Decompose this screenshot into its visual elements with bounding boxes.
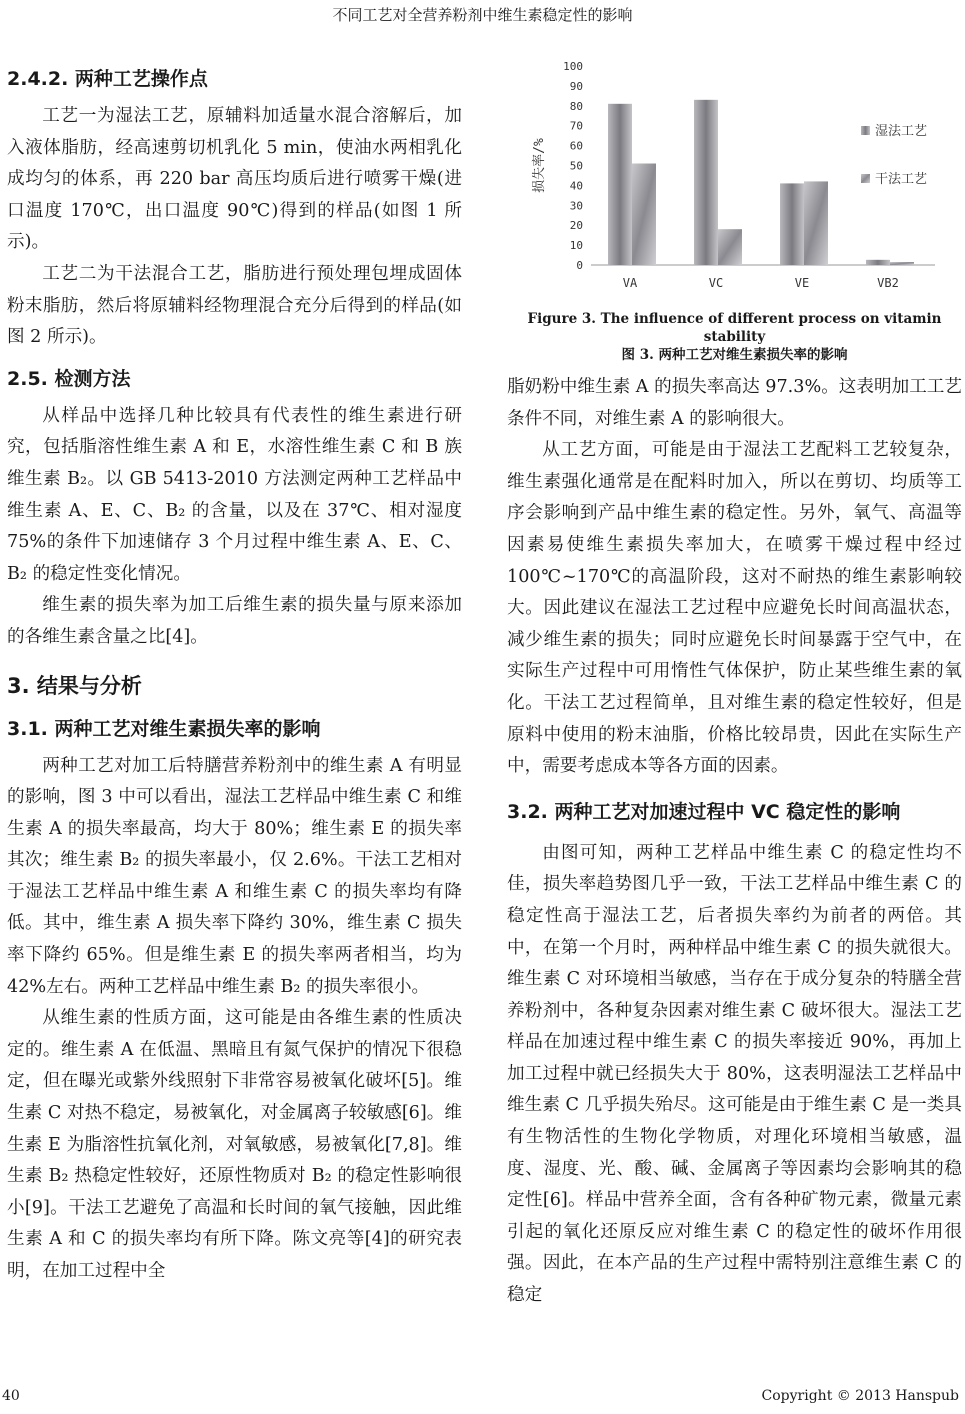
y-tick-label: 100 xyxy=(563,60,583,73)
y-tick-label: 20 xyxy=(569,219,583,233)
legend-label: 湿法工艺 xyxy=(875,124,928,139)
y-tick-label: 70 xyxy=(569,119,583,133)
bar-VC-series-0 xyxy=(694,100,718,265)
bar-VE-series-0 xyxy=(780,183,804,265)
y-tick-label: 30 xyxy=(569,199,583,213)
y-tick-label: 40 xyxy=(569,179,583,193)
y-axis-label: 损失率/% xyxy=(532,138,547,193)
y-tick-label: 50 xyxy=(569,159,583,173)
paragraph: 工艺一为湿法工艺，原辅料加适量水混合溶解后，加入液体脂肪，经高速剪切机乳化 5 min，使油水两相乳化成均匀的体系，再 220 bar 高压均质后进行喷雾干燥(进口温度 170℃，出口温度 90℃)得到的样品(如图 1 所示)。 xyxy=(7,106,462,253)
y-tick-label: 60 xyxy=(569,139,583,153)
paragraph: 由图可知，两种工艺样品中维生素 C 的稳定性均不佳，损失率趋势图几乎一致，干法工艺样品中维生素 C 的稳定性高于湿法工艺，后者损失率约为前者的两倍。其中，在第一个月时，两种样品中维生素 C 的损失就很大。维生素 C 对环境相当敏感，当存在于成分复杂的特膳全营养粉剂中，各种复杂因素对维生素 C 破坏很大。湿法工艺样品在加速过程中维生素 C 的损失率接近 90%，再加上加工过程中就已经损失大于 80%，这表明湿法工艺样品中维生素 C 几乎损失殆尽。这可能是由于维生素 C 是一类具有生物活性的生物化学物质，对理化环境相当敏感，温度、湿度、光、酸、碱、金属离子等因素均会影响其的稳定性[6]。样品中营养全面，含有各种矿物元素，微量元素引起的氧化还原反应对维生素 C 的稳定性的破坏作用很强。因此，在本产品的生产过程中需特别注意维生素 C 的稳定 xyxy=(507,842,962,1306)
x-tick-label: VC xyxy=(708,276,724,290)
paragraph: 维生素的损失率为加工后维生素的损失量与原来添加的各维生素含量之比[4]。 xyxy=(7,595,462,647)
bar-VB2-series-1 xyxy=(890,262,914,265)
legend-label: 干法工艺 xyxy=(875,172,928,187)
paragraph: 脂奶粉中维生素 A 的损失率高达 97.3%。这表明加工工艺条件不同，对维生素 A 的影响很大。 xyxy=(507,377,962,429)
section-2-4-2-title: 2.4.2. 两种工艺操作点 xyxy=(7,68,208,90)
bar-VC-series-1 xyxy=(718,229,742,265)
y-tick-label: 0 xyxy=(576,259,583,272)
copyright: Copyright © 2013 Hanspub xyxy=(761,1388,959,1404)
paragraph: 从维生素的性质方面，这可能是由各维生素的性质决定的。维生素 A 在低温、黑暗且有氮气保护的情况下很稳定，但在曝光或紫外线照射下非常容易被氧化破坏[5]。维生素 C 对热不稳定，易被氧化，对金属离子较敏感[6]。维生素 E 为脂溶性抗氧化剂，对氧敏感，易被氧化[7,8]。维生素 B₂ 热稳定性较好，还原性物质对 B₂ 的稳定性影响很小[9]。干法工艺避免了高温和长时间的氧气接触，因此维生素 A 和 C 的损失率均有所下降。陈文亮等[4]的研究表明，在加工过程中全 xyxy=(7,1008,462,1281)
paragraph: 从样品中选择几种比较具有代表性的维生素进行研究，包括脂溶性维生素 A 和 E，水溶性维生素 C 和 B 族维生素 B₂。以 GB 5413-2010 方法测定两种工艺样品中维生素 A、E、C、B₂ 的含量，以及在 37℃、相对湿度 75%的条件下加速储存 3 个月过程中维生素 A、E、C、B₂ 的稳定性变化情况。 xyxy=(7,405,462,584)
paragraph: 两种工艺对加工后特膳营养粉剂中的维生素 A 有明显的影响，图 3 中可以看出，湿法工艺样品中维生素 C 和维生素 A 的损失率最高，均大于 80%；维生素 E 的损失率其次；维生素 B₂ 的损失率最小，仅 2.6%。干法工艺相对于湿法工艺样品中维生素 A 和维生素 C 的损失率均有降低。其中，维生素 A 损失率下降约 30%，维生素 C 损失率下降约 65%。但是维生素 E 的损失率两者相当，均为 42%左右。两种工艺样品中维生素 B₂ 的损失率很小。 xyxy=(7,755,462,997)
figure-3 xyxy=(507,56,962,364)
bar-chart xyxy=(507,56,962,306)
bar-VB2-series-0 xyxy=(866,260,890,265)
legend-swatch xyxy=(861,174,870,183)
legend-swatch xyxy=(861,126,870,135)
section-3-1-title: 3.1. 两种工艺对维生素损失率的影响 xyxy=(7,717,321,740)
figure-caption-en: Figure 3. The influence of different process on vitamin stability xyxy=(527,311,942,345)
left-column xyxy=(7,58,462,1288)
y-tick-label: 10 xyxy=(569,239,583,253)
y-tick-label: 80 xyxy=(569,99,583,113)
bar-VE-series-1 xyxy=(804,181,828,265)
page-number: 40 xyxy=(2,1388,20,1404)
section-3-title: 3. 结果与分析 xyxy=(7,673,142,698)
running-header: 不同工艺对全营养粉剂中维生素稳定性的影响 xyxy=(332,6,633,24)
section-2-5-title: 2.5. 检测方法 xyxy=(7,367,131,390)
x-tick-label: VB2 xyxy=(877,276,899,290)
paragraph: 工艺二为干法混合工艺，脂肪进行预处理包埋成固体粉末脂肪，然后将原辅料经物理混合充分后得到的样品(如图 2 所示)。 xyxy=(7,263,462,348)
bar-VA-series-1 xyxy=(632,164,656,265)
paragraph: 从工艺方面，可能是由于湿法工艺配料工艺较复杂，维生素强化通常是在配料时加入，所以在剪切、均质等工序会影响到产品中维生素的稳定性。另外，氧气、高温等因素易使维生素损失率加大，在喷雾干燥过程中经过 100℃~170℃的高温阶段，这对不耐热的维生素影响较大。因此建议在湿法工艺过程中应避免长时间高温状态，减少维生素的损失；同时应避免长时间暴露于空气中，在实际生产过程中可用惰性气体保护，防止某些维生素的氧化。干法工艺过程简单，且对维生素的稳定性较好，但是原料中使用的粉末油脂，价格比较昂贵，因此在实际生产中，需要考虑成本等各方面的因素。 xyxy=(507,440,962,777)
x-tick-label: VA xyxy=(622,276,638,290)
figure-caption-cn: 图 3. 两种工艺对维生素损失率的影响 xyxy=(621,347,848,363)
x-tick-label: VE xyxy=(794,276,810,290)
bar-VA-series-0 xyxy=(608,104,632,265)
right-column xyxy=(507,372,962,1312)
section-3-2-title: 3.2. 两种工艺对加速过程中 VC 稳定性的影响 xyxy=(507,800,901,823)
y-tick-label: 90 xyxy=(569,79,583,93)
